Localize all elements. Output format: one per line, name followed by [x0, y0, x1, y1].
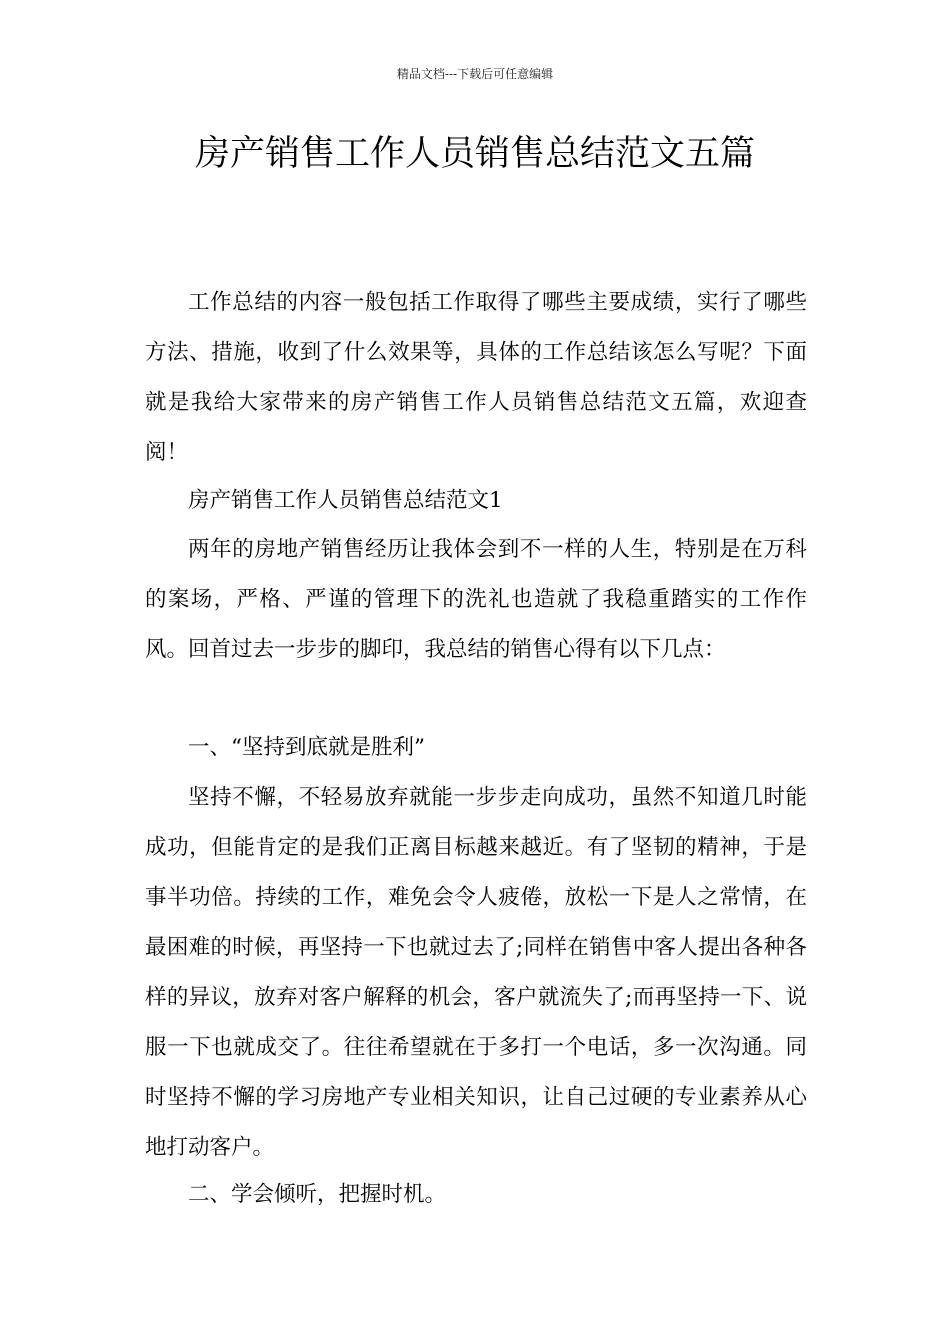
- section-heading-sample-1: 房产销售工作人员销售总结范文1: [188, 488, 503, 513]
- subheading-persistence: 一、“坚持到底就是胜利”: [188, 735, 425, 760]
- intro-paragraph: 工作总结的内容一般包括工作取得了哪些主要成绩，实行了哪些方法、措施，收到了什么效果等，具体的工作总结该怎么写呢？下面就是我给大家带来的房产销售工作人员销售总结范文五篇，欢迎查阅！: [145, 290, 807, 465]
- document-title: 房产销售工作人员销售总结范文五篇: [194, 134, 755, 174]
- subheading-listening: 二、学会倾听，把握时机。: [188, 1182, 447, 1207]
- body-paragraph-persistence: 坚持不懈，不轻易放弃就能一步步走向成功，虽然不知道几时能成功，但能肯定的是我们正离目标越来越近。有了坚韧的精神，于是事半功倍。持续的工作，难免会令人疲倦，放松一下是人之常情，在最困难的时候，再坚持一下也就过去了;同样在销售中客人提出各种各样的异议，放弃对客户解释的机会，客户就流失了;而再坚持一下、说服一下也就成交了。往往希望就在于多打一个电话，多一次沟通。同时坚持不懈的学习房地产专业相关知识，让自己过硬的专业素养从心地打动客户。: [145, 785, 807, 1160]
- header-note: 精品文档---下载后可任意编辑: [396, 67, 554, 81]
- body-paragraph-experience: 两年的房地产销售经历让我体会到不一样的人生，特别是在万科的案场，严格、严谨的管理下的洗礼也造就了我稳重踏实的工作作风。回首过去一步步的脚印，我总结的销售心得有以下几点：: [145, 537, 807, 662]
